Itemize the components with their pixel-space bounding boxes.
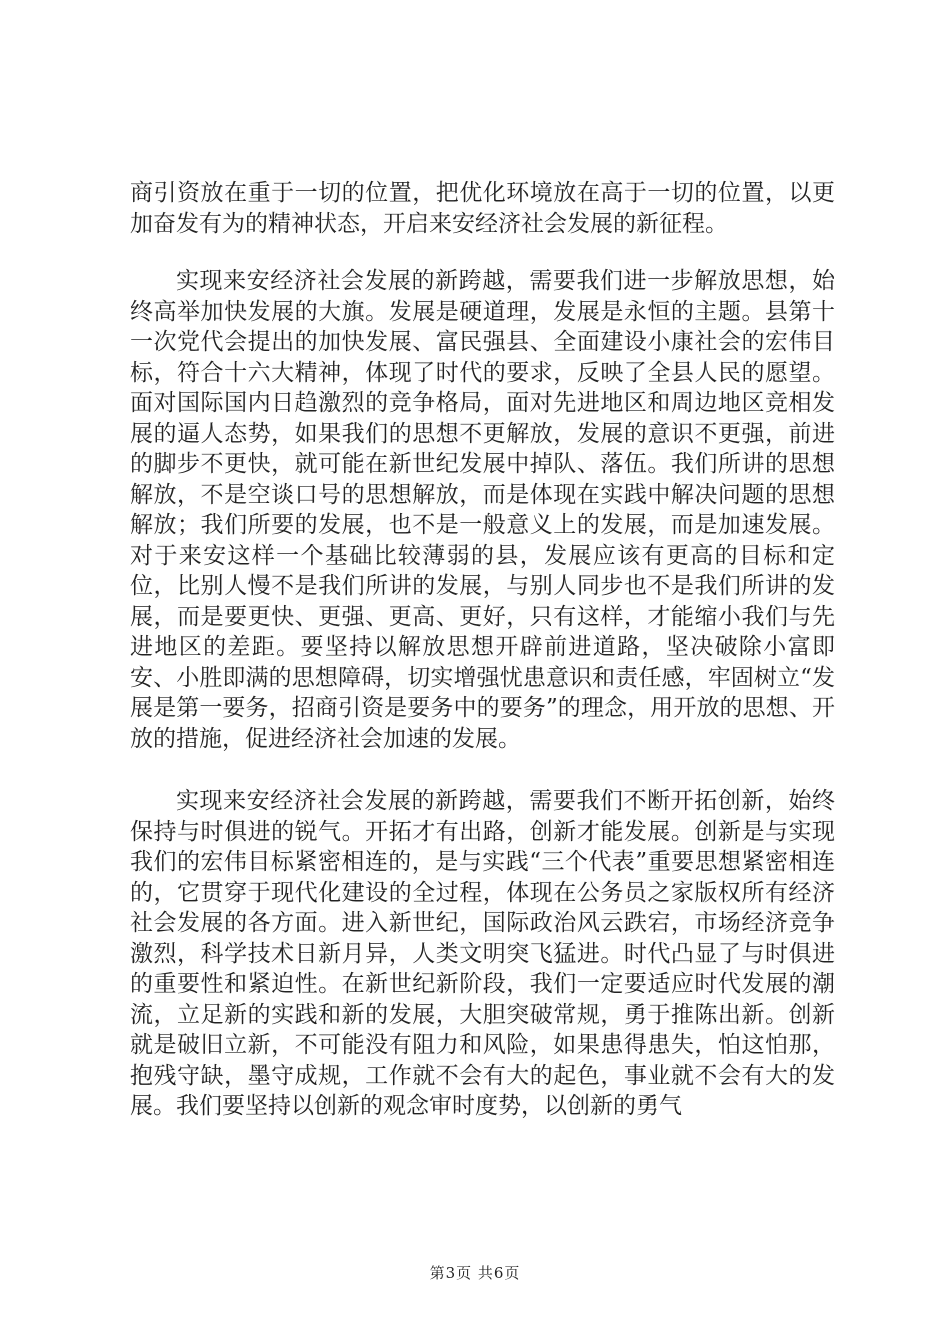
paragraph-continuation (130, 178, 835, 239)
paragraph-text: 实现来安经济社会发展的新跨越，需要我们进一步解放思想，始终高举加快发展的大旗。发展是硬道理，发展是永恒的主题。县第十一次党代会提出的加快发展、富民强县、全面建设小康社会的宏伟目标，符合十六大精神，体现了时代的要求，反映了全县人民的愿望。面对国际国内日趋激烈的竞争格局，面对先进地区和周边地区竞相发展的逼人态势，如果我们的思想不更解放，发展的意识不更强，前进的脚步不更快，就可能在新世纪发展中掉队、落伍。我们所讲的思想解放，不是空谈口号的思想解放，而是体现在实践中解决问题的思想解放；我们所要的发展，也不是一般意义上的发展，而是加速发展。对于来安这样一个基础比较薄弱的县，发展应该有更高的目标和定位，比别人慢不是我们所讲的发展，与别人同步也不是我们所讲的发展，而是要更快、更强、更高、更好，只有这样，才能缩小我们与先进地区的差距。要坚持以解放思想开辟前进道路，坚决破除小富即安、小胜即满的思想障碍，切实增强忧患意识和责任感，牢固树立“发展是第一要务，招商引资是要务中的要务”的理念，用开放的思想、开放的措施，促进经济社会加速的发展。 (130, 268, 835, 752)
paragraph-text: 商引资放在重于一切的位置，把优化环境放在高于一切的位置，以更加奋发有为的精神状态，开启来安经济社会发展的新征程。 (130, 180, 835, 237)
page-number-footer: 第3页 共6页 (429, 1264, 521, 1282)
paragraph-innovation (130, 786, 835, 1122)
paragraph-liberate-thinking (130, 266, 835, 754)
paragraph-text: 实现来安经济社会发展的新跨越，需要我们不断开拓创新，始终保持与时俱进的锐气。开拓才有出路，创新才能发展。创新是与实现我们的宏伟目标紧密相连的，是与实践“三个代表”重要思想紧密相连的，它贯穿于现代化建设的全过程，体现在公务员之家版权所有经济社会发展的各方面。进入新世纪，国际政治风云跌宕，市场经济竞争激烈，科学技术日新月异，人类文明突飞猛进。时代凸显了与时俱进的重要性和紧迫性。在新世纪新阶段，我们一定要适应时代发展的潮流，立足新的实践和新的发展，大胆突破常规，勇于推陈出新。创新就是破旧立新，不可能没有阻力和风险，如果患得患失，怕这怕那，抱残守缺，墨守成规，工作就不会有大的起色，事业就不会有大的发展。我们要坚持以创新的观念审时度势，以创新的勇气 (130, 788, 835, 1119)
